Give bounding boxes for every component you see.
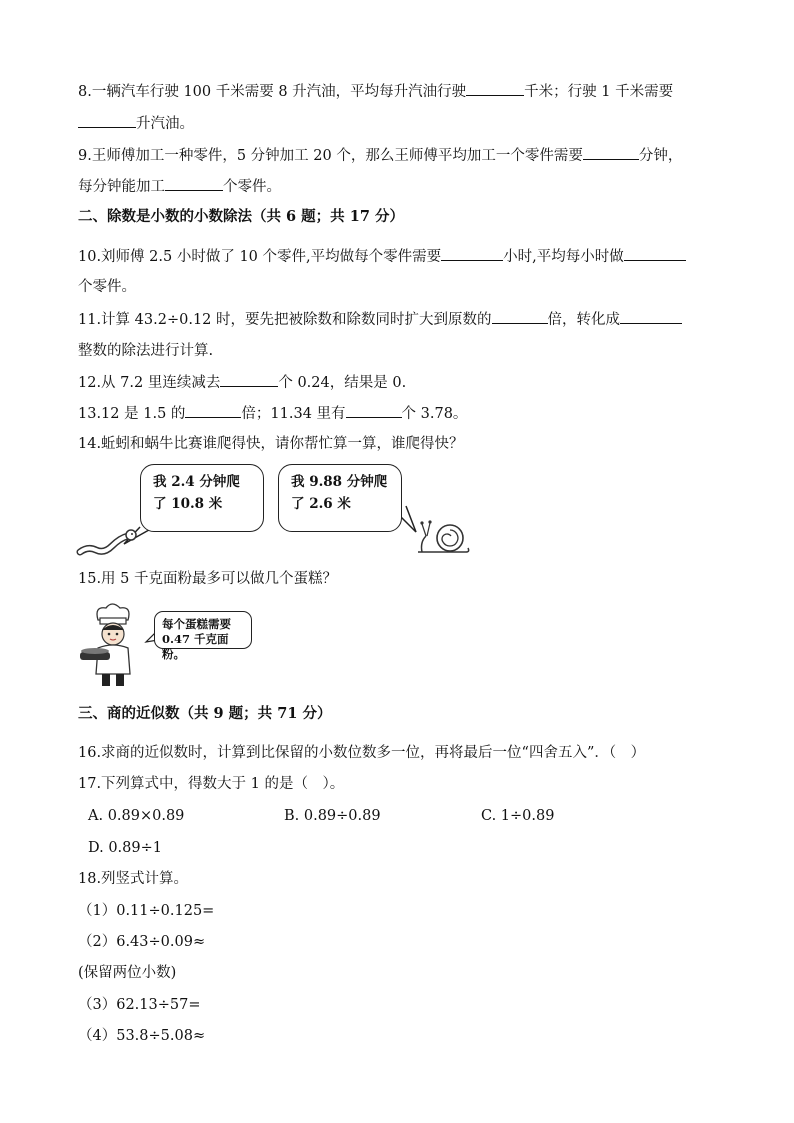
q10-text-b: 小时,平均每小时做 [503,249,624,265]
question-13 [78,403,467,424]
q13-text-b: 倍；11.34 里有 [241,406,346,422]
snail-speech-bubble [278,464,402,532]
q18-item-2-note: (保留两位小数) [78,965,177,981]
worm-speech-bubble [140,464,264,532]
q10-text-a: 10.刘师傅 2.5 小时做了 10 个零件,平均做每个零件需要 [78,249,442,265]
question-11-line-2: 整数的除法进行计算. [78,343,214,359]
answer-blank[interactable] [185,403,241,418]
question-14: 14.蚯蚓和蜗牛比赛谁爬得快，请你帮忙算一算，谁爬得快？ [78,436,464,452]
chef-bubble-line-2: 0.47 千克面粉。 [162,632,229,661]
option-b[interactable]: B. 0.89÷0.89 [284,808,381,824]
answer-blank[interactable] [220,372,278,387]
question-15: 15.用 5 千克面粉最多可以做几个蛋糕？ [78,571,338,587]
question-11-line-1 [78,309,682,330]
q13-text-c: 个 3.78。 [401,406,468,422]
section-2-heading: 二、除数是小数的小数除法（共 6 题；共 17 分） [78,208,404,225]
section-3-heading: 三、商的近似数（共 9 题；共 71 分） [78,705,332,722]
question-8-line-1 [78,81,673,102]
answer-blank[interactable] [346,403,402,418]
question-18: 18.列竖式计算。 [78,871,189,887]
q18-item-4: （4）53.8÷5.08≈ [78,1028,206,1044]
question-16: 16.求商的近似数时，计算到比保留的小数位数多一位，再将最后一位“四舍五入”．（ ） [78,745,646,761]
q12-text-a: 12.从 7.2 里连续减去 [78,375,221,391]
q12-text-b: 个 0.24，结果是 0. [278,375,407,391]
snail-icon [414,514,474,558]
chef-bubble-line-1: 每个蛋糕需要 [162,617,231,631]
option-d[interactable]: D. 0.89÷1 [88,840,162,856]
question-9-line-1 [78,145,682,166]
q13-text-a: 13.12 是 1.5 的 [78,406,186,422]
answer-blank[interactable] [492,309,548,324]
snail-bubble-line-2: 了 2.6 米 [291,496,351,512]
option-a[interactable]: A. 0.89×0.89 [88,808,185,824]
question-8-line-2 [78,113,194,134]
answer-blank[interactable] [78,113,136,128]
q18-item-2: （2）6.43÷0.09≈ [78,934,206,950]
q11-text-b: 倍，转化成 [547,312,620,328]
answer-blank[interactable] [165,176,223,191]
answer-blank[interactable] [441,246,503,261]
q9-text-a: 9.王师傅加工一种零件，5 分钟加工 20 个，那么王师傅平均加工一个零件需要 [78,148,583,164]
answer-blank[interactable] [620,309,682,324]
q9-text-b: 分钟， [638,148,683,164]
q8-text-a: 8.一辆汽车行驶 100 千米需要 8 升汽油，平均每升汽油行驶 [78,84,467,100]
q18-item-1: （1）0.11÷0.125= [78,903,215,919]
q8-text-b: 千米；行驶 1 千米需要 [524,84,674,100]
q9-text-c: 每分钟能加工 [78,179,165,195]
answer-blank[interactable] [466,81,524,96]
chef-speech-bubble [154,611,252,661]
answer-blank[interactable] [624,246,686,261]
option-c[interactable]: C. 1÷0.89 [481,808,555,824]
q8-text-c: 升汽油。 [136,116,194,132]
worm-bubble-line-1: 我 2.4 分钟爬 [153,474,240,490]
snail-bubble-line-1: 我 9.88 分钟爬 [291,474,388,490]
question-10-line-2: 个零件。 [78,279,136,295]
q11-text-a: 11.计算 43.2÷0.12 时，要先把被除数和除数同时扩大到原数的 [78,312,492,328]
question-12 [78,372,406,393]
answer-blank[interactable] [583,145,639,160]
worm-icon [76,524,146,564]
question-10-line-1 [78,246,686,267]
worm-bubble-line-2: 了 10.8 米 [153,496,223,512]
question-17: 17.下列算式中，得数大于 1 的是（ ）。 [78,776,345,792]
question-9-line-2 [78,176,281,197]
q9-text-d: 个零件。 [223,179,281,195]
q18-item-3: （3）62.13÷57= [78,997,201,1013]
